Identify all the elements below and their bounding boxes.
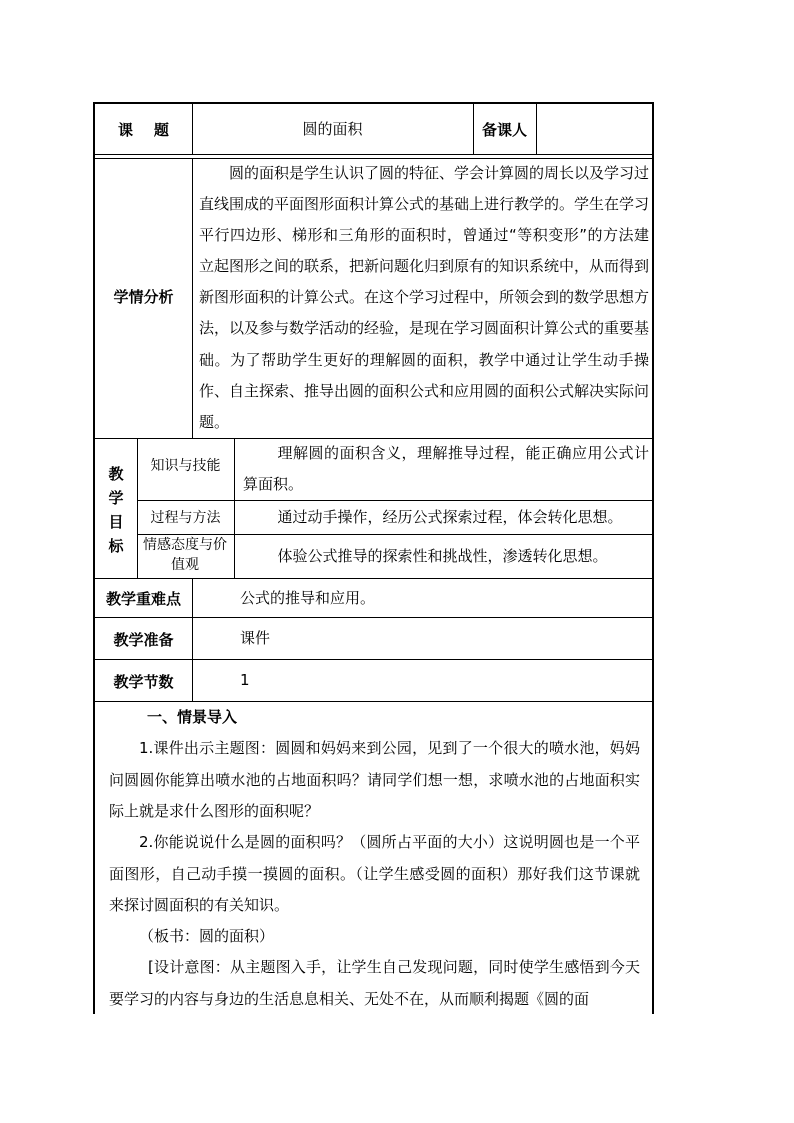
row-divider	[95, 617, 652, 618]
objectives-label-char: 标	[108, 537, 124, 555]
col-divider	[536, 104, 537, 154]
preparation-value: 课件	[240, 629, 271, 647]
objectives-label	[95, 462, 137, 558]
col-divider	[234, 438, 235, 578]
row-divider	[95, 578, 652, 579]
objective-name-attitude: 情感态度与价值观	[143, 537, 227, 573]
section-title: 一、情景导入	[147, 708, 238, 726]
objectives-label-char: 目	[108, 513, 124, 531]
paragraph-1: 1.课件出示主题图：圆圆和妈妈来到公园，见到了一个很大的喷水池，妈妈问圆圆你能算出喷水池的占地面积吗？请同学们想一想，求喷水池的占地面积实际上就是求什么图形的面积呢？	[109, 739, 640, 820]
objective-name-knowledge: 知识与技能	[150, 458, 221, 474]
key-points-value: 公式的推导和应用。	[240, 589, 376, 607]
row-divider	[95, 659, 652, 660]
col-divider	[192, 578, 193, 701]
objective-name-process: 过程与方法	[150, 510, 221, 526]
objective-text-knowledge: 理解圆的面积含义，理解推导过程，能正确应用公式计算面积。	[243, 444, 649, 493]
row-divider	[95, 154, 652, 155]
lessons-label: 教学节数	[113, 673, 174, 691]
key-points-label: 教学重难点	[105, 590, 181, 608]
objective-text-attitude: 体验公式推导的探索性和挑战性，渗透转化思想。	[277, 547, 608, 565]
col-divider	[192, 158, 193, 438]
analysis-label: 学情分析	[113, 288, 174, 306]
paragraph-2: 2.你能说说什么是圆的面积吗？（圆所占平面的大小）这说明圆也是一个平面图形，自己动手摸一摸圆的面积。（让学生感受圆的面积）那好我们这节课就来探讨圆面积的有关知识。	[109, 833, 640, 914]
objectives-label-char: 教	[108, 465, 124, 483]
lesson-plan-table	[93, 102, 654, 1014]
lessons-value: 1	[240, 671, 250, 689]
course-title: 圆的面积	[302, 120, 363, 138]
preparer-label: 备课人	[481, 121, 527, 139]
paragraph-4: [设计意图：从主题图入手，让学生自己发现问题，同时使学生感悟到今天要学习的内容与身边的生活息息相关、无处不在，从而顺利揭题《圆的面	[109, 958, 640, 1008]
objectives-label-char: 学	[108, 489, 124, 507]
course-label: 课 题	[118, 121, 169, 139]
paragraph-3: （板书：圆的面积）	[139, 927, 275, 945]
analysis-text: 圆的面积是学生认识了圆的特征、学会计算圆的周长以及学习过直线围成的平面图形面积计算公式的基础上进行教学的。学生在学习平行四边形、梯形和三角形的面积时，曾通过“等积变形”的方法建立起图形之间的联系，把新问题化归到原有的知识系统中，从而得到新图形面积的计算公式。在这个学习过程中，所领会到的数学思想方法，以及参与数学活动的经验，是现在学习圆面积计算公式的重要基础。为了帮助学生更好的理解圆的面积，教学中通过让学生动手操作、自主探索、推导出圆的面积公式和应用圆的面积公式解决实际问题。	[199, 164, 650, 431]
preparation-label: 教学准备	[113, 631, 174, 649]
objective-text-process: 通过动手操作，经历公式探索过程，体会转化思想。	[277, 508, 623, 526]
